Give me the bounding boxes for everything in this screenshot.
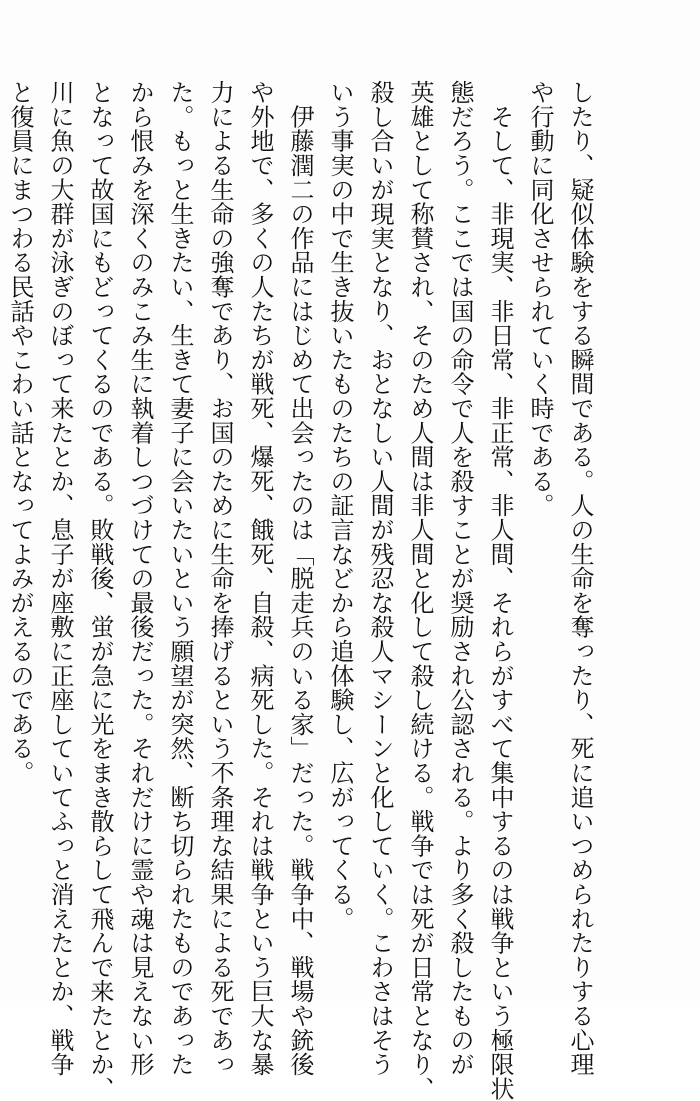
- text-line: や外地で、多くの人たちが戦死、爆死、餓死、自殺、病死した。それは戦争という巨大な暴: [246, 80, 274, 1077]
- text-line: た。もっと生きたい、生きて妻子に会いたいという願望が突然、断ち切られたものであった: [166, 80, 194, 1077]
- text-line: したり、疑似体験をする瞬間である。人の生命を奪ったり、死に追いつめられたりする心理: [566, 80, 594, 1077]
- text-line: と復員にまつわる民話やこわい話となってよみがえるのである。: [6, 80, 34, 785]
- text-line: となって故国にもどってくるのである。敗戦後、蛍が急に光をまき散らして飛んで来たとか、: [86, 80, 114, 1101]
- text-line: そして、非現実、非日常、非正常、非人間、それらがすべて集中するのは戦争という極限状: [486, 80, 514, 1101]
- text-line: いう事実の中で生き抜いたものたちの証言などから追体験し、広がってくる。: [326, 80, 354, 931]
- vertical-body-text: [0, 80, 600, 1101]
- text-line: 殺し合いが現実となり、おとなしい人間が残忍な殺人マシーンと化していく。こわさはそう: [366, 80, 394, 1077]
- text-line: 英雄として称賛され、そのため人間は非人間と化して殺し続ける。戦争では死が日常となり、: [406, 80, 434, 1101]
- text-line: や行動に同化させられていく時である。: [526, 80, 554, 518]
- text-line: 力による生命の強奪であり、お国のために生命を捧げるという不条理な結果による死であっ: [206, 80, 234, 1077]
- text-line: から恨みを深くのみこみ生に執着しつづけての最後だった。それだけに霊や魂は見えない形: [126, 80, 154, 1077]
- text-line: 伊藤潤二の作品にはじめて出会ったのは「脱走兵のいる家」だった。戦争中、戦場や銃後: [286, 80, 314, 1077]
- text-line: 態だろう。ここでは国の命令で人を殺すことが奨励され公認される。より多く殺したものが: [446, 80, 474, 1077]
- text-line: 川に魚の大群が泳ぎのぼって来たとか、息子が座敷に正座していてふっと消えたとか、戦争: [46, 80, 74, 1077]
